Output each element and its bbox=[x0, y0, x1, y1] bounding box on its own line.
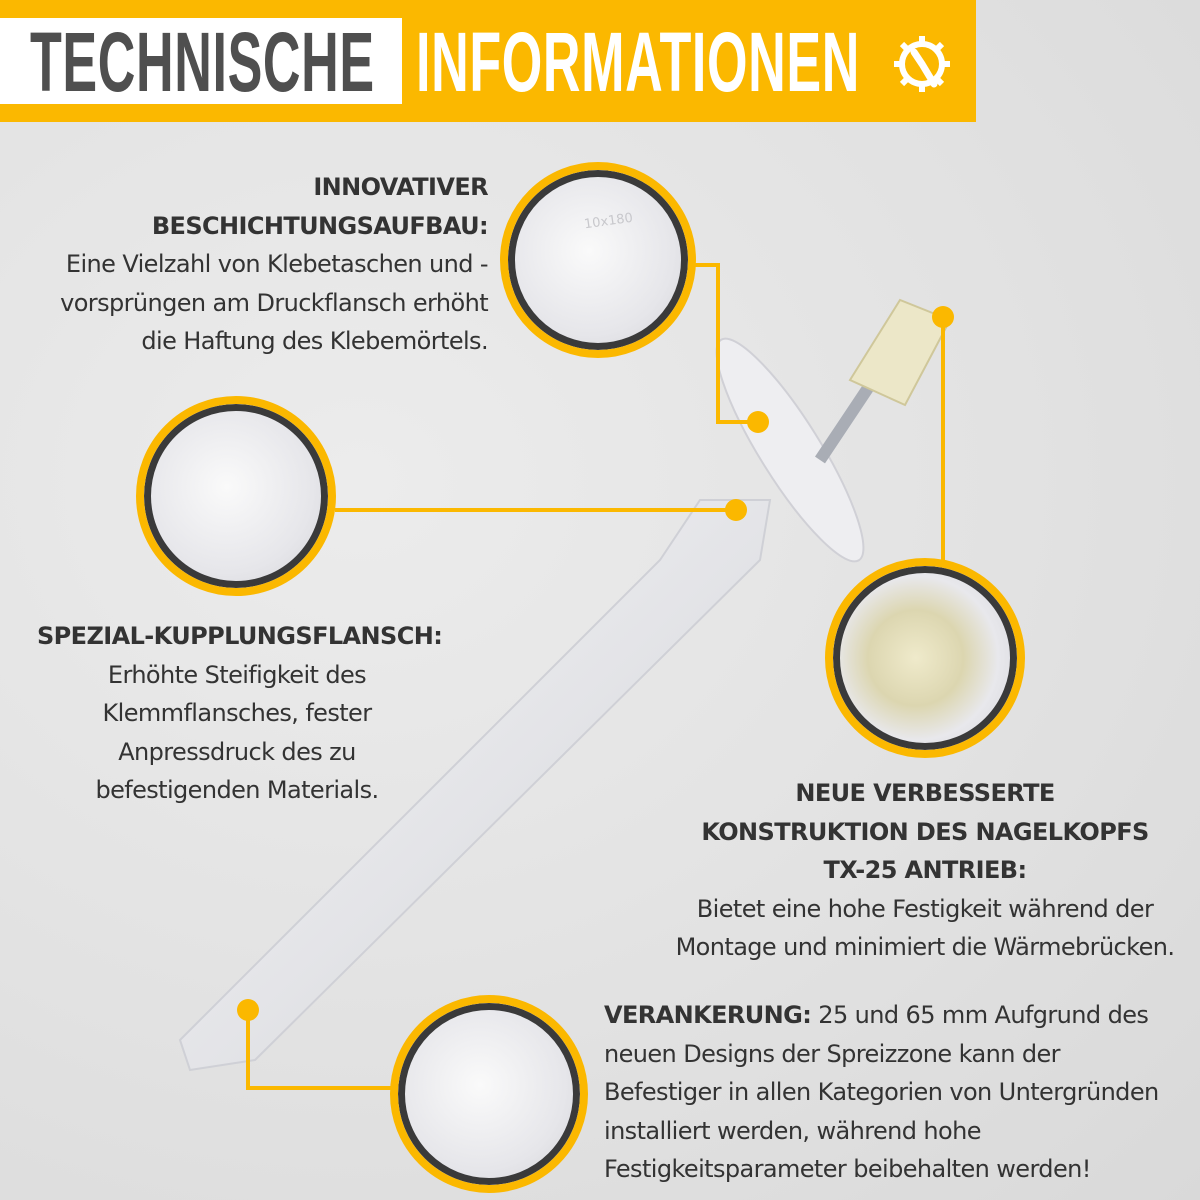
feature-coating bbox=[60, 168, 488, 361]
feature-text: Montage und minimiert die Wärmebrücken. bbox=[675, 933, 1175, 961]
feature-text: Festigkeitsparameter beibehalten werden! bbox=[604, 1155, 1091, 1183]
detail-circle-nailhead bbox=[825, 558, 1025, 758]
feature-title: TX-25 ANTRIEB: bbox=[823, 856, 1027, 884]
feature-nailhead bbox=[650, 774, 1200, 967]
feature-text: die Haftung des Klebemörtels. bbox=[141, 327, 488, 355]
feature-title: INNOVATIVER bbox=[313, 173, 488, 201]
feature-title: KONSTRUKTION DES NAGELKOPFS bbox=[701, 817, 1149, 846]
feature-text: vorsprüngen am Druckflansch erhöht bbox=[60, 288, 488, 317]
feature-text: Bietet eine hohe Festigkeit während der bbox=[696, 894, 1154, 923]
feature-text: Befestiger in allen Kategorien von Untergründen bbox=[604, 1078, 1159, 1106]
title-part1: TECHNISCHE bbox=[30, 15, 375, 109]
feature-text: Erhöhte Steifigkeit des bbox=[107, 660, 367, 689]
feature-text: Klemmflansches, fester bbox=[102, 699, 372, 727]
feature-title: NEUE VERBESSERTE bbox=[795, 779, 1055, 807]
feature-text: 25 und 65 mm Aufgrund des bbox=[811, 1001, 1149, 1029]
feature-anchoring bbox=[604, 996, 1159, 1189]
feature-text: neuen Designs der Spreizzone kann der bbox=[604, 1039, 1060, 1068]
feature-coupling bbox=[37, 617, 443, 810]
feature-text: befestigenden Materials. bbox=[95, 776, 379, 804]
feature-text: Eine Vielzahl von Klebetaschen und - bbox=[65, 250, 488, 278]
marker-dot bbox=[932, 306, 954, 328]
detail-circle-anchoring bbox=[390, 995, 588, 1193]
feature-title: VERANKERUNG: bbox=[604, 1001, 812, 1029]
title-part2: INFORMATIONEN bbox=[416, 15, 860, 109]
feature-text: Anpressdruck des zu bbox=[118, 737, 356, 766]
marker-dot bbox=[725, 499, 747, 521]
feature-text: installiert werden, während hohe bbox=[604, 1116, 981, 1145]
detail-circle-coupling bbox=[136, 396, 336, 596]
detail-circle-flange bbox=[500, 162, 696, 358]
product-marking: 10x180 bbox=[583, 210, 634, 233]
feature-title: SPEZIAL-KUPPLUNGSFLANSCH: bbox=[37, 622, 443, 650]
marker-dot bbox=[747, 411, 769, 433]
marker-dot bbox=[237, 999, 259, 1021]
feature-title: BESCHICHTUNGSAUFBAU: bbox=[151, 211, 488, 240]
